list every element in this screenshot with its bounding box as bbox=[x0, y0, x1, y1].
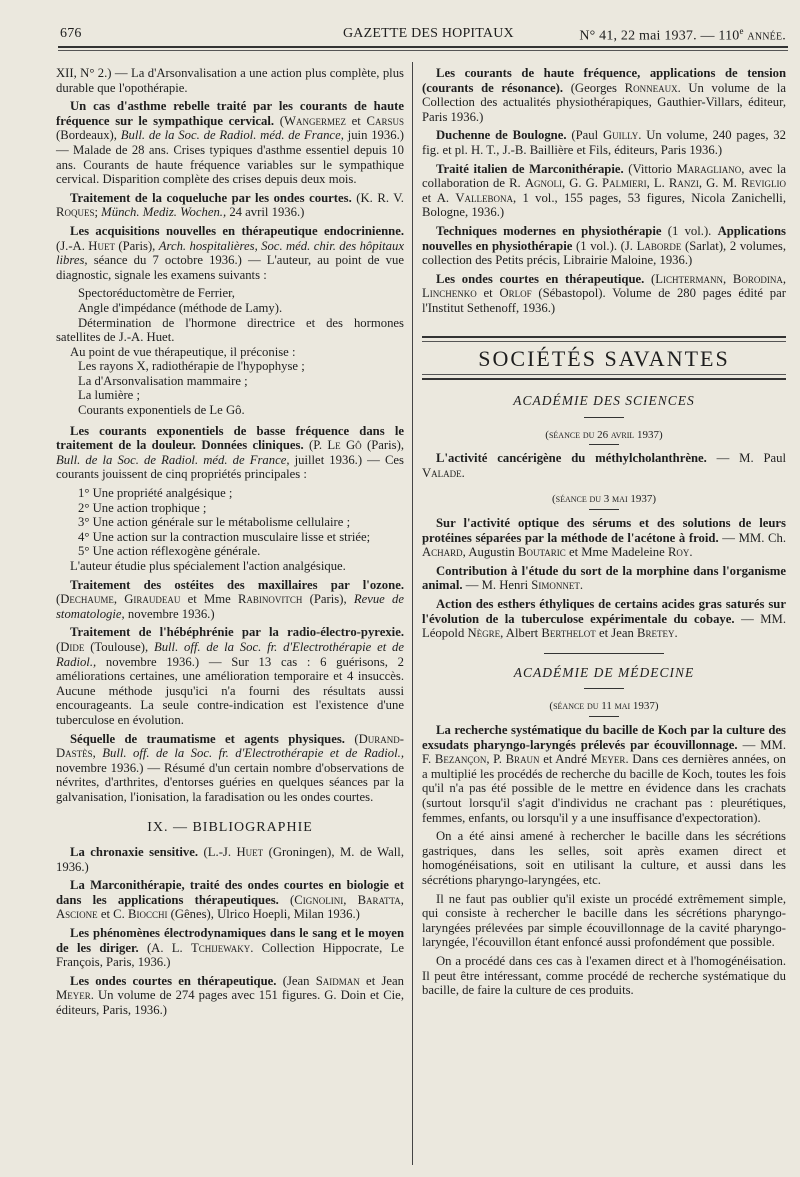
societes-savantes-banner bbox=[422, 336, 786, 381]
column-divider bbox=[412, 62, 413, 1165]
section-heading-bibliographie: IX. — BIBLIOGRAPHIE bbox=[147, 819, 313, 835]
paragraph: Au point de vue thérapeutique, il préconise : bbox=[70, 344, 296, 359]
abstract-traumatisme: Séquelle de traumatisme et agents physiques. (Durand-Dastès, Bull. off. de la Soc. fr. d'Electrothérapie et de Radiol., novembre 1936.) — Résumé d'un certain nombre d'observations de névrites, d'arthrites, d'entorses guéries en quelques séances par la galvanisation, l'ionisation, la faradisation ou les ondes courtes. bbox=[56, 731, 404, 804]
academie-sciences-heading: ACADÉMIE DES SCIENCES bbox=[513, 393, 695, 409]
biblio-entry: Les courants de haute fréquence, applications de tension (courants de résonance). (Georges Ronneaux. Un volume de la Collection des actualités physiothérapiques, Gauthier-Villars, éditeur, Paris 1936.) bbox=[422, 66, 786, 124]
list-item: Angle d'impédance (méthode de Lamy). bbox=[78, 300, 283, 315]
communication: L'activité cancérigène du méthylcholanthrène. — M. Paul Valade. bbox=[422, 451, 787, 480]
communication: Contribution à l'étude du sort de la morphine dans l'organisme animal. — M. Henri Simonnet. bbox=[422, 563, 786, 593]
biblio-entry: Duchenne de Boulogne. (Paul Guilly. Un volume, 240 pages, 32 fig. et pl. H. T., J.-B. Baillière et Fils, éditeurs, Paris 1936.) bbox=[422, 128, 786, 157]
list-item: Courants exponentiels de Le Gô. bbox=[78, 403, 245, 418]
journal-title: GAZETTE DES HOPITAUX bbox=[343, 26, 514, 41]
list-item: 2° Une action trophique ; bbox=[78, 500, 207, 515]
list-item: Détermination de l'hormone directrice et des hormones satellites de J.-A. Huet. bbox=[56, 315, 404, 345]
academie-medecine-heading: ACADÉMIE DE MÉDECINE bbox=[513, 664, 695, 680]
list-item: La d'Arsonvalisation mammaire ; bbox=[78, 373, 248, 388]
abstract-asthme: Un cas d'asthme rebelle traité par les courants de haute fréquence sur le sympathique cervical. (Wangermez et Carsus (Bordeaux), Bull. de la Soc. de Radiol. méd. de France, juin 1936.) — Malade de 28 ans. Crises typiques d'asthme essentiel depuis 10 ans. Courants de haute fréquence variables sur le sympathique cervical. Disparition complète des crises depuis deux mois. bbox=[56, 99, 404, 187]
biblio-entry: Techniques modernes en physiothérapie (1 vol.). Applications nouvelles en physiothérapie (1 vol.). (J. Laborde (Sarlat), 2 volumes, collection des Petits précis, Librairie Maloine, 1936.) bbox=[422, 223, 787, 268]
list-item: 4° Une action sur la contraction musculaire lisse et striée; bbox=[78, 529, 371, 544]
list-item: 5° Une action réflexogène générale. bbox=[78, 544, 261, 559]
seance-date: (séance du 26 avril 1937) bbox=[545, 428, 663, 441]
biblio-entry: La chronaxie sensitive. (L.-J. Huet (Groningen), M. de Wall, 1936.) bbox=[56, 845, 404, 874]
list-item: Les rayons X, radiothérapie de l'hypophyse ; bbox=[78, 359, 305, 374]
societes-savantes-title: SOCIÉTÉS SAVANTES bbox=[422, 341, 786, 376]
divider bbox=[584, 417, 624, 418]
header-rule bbox=[58, 46, 788, 48]
seance-date: (séance du 3 mai 1937) bbox=[551, 493, 657, 506]
biblio-entry: Traité italien de Marconithérapie. (Vittorio Maragliano, avec la collaboration de R. Agnoli, G. G. Palmieri, L. Ranzi, G. M. Reviglio et A. Vallebona, 1 vol., 155 pages, 53 figures, Nicola Zanichelli, Bologne, 1936.) bbox=[422, 161, 786, 220]
page-number: 676 bbox=[60, 26, 82, 41]
biblio-entry: Les phénomènes électrodynamiques dans le sang et le moyen de les diriger. (A. L. Tchijewaky. Collection Hippocrate, Le François, Paris, 1936.) bbox=[56, 926, 404, 970]
communication: Action des esthers éthyliques de certains acides gras saturés sur l'évolution de la tuberculose expérimentale du cobaye. — MM. Léopold Nègre, Albert Berthelot et Jean Bretey. bbox=[422, 597, 786, 641]
paragraph: Il ne faut pas oublier qu'il existe un procédé extrêmement simple, qui consiste à rechercher le bacille dans les sécrétions pharyngo-laryngées prélevées par simple écouvillonnage de la cavité pharyngo-laryngée, l'écouvillon étant enfoncé aussi profondément que possible. bbox=[422, 891, 786, 950]
communication: Sur l'activité optique des sérums et des solutions de leurs protéines séparées par la méthode de l'acétone à froid. — MM. Ch. Achard, Augustin Boutaric et Mme Madeleine Roy. bbox=[422, 516, 786, 560]
divider bbox=[589, 444, 619, 445]
list-item: La lumière ; bbox=[78, 388, 141, 403]
abstract-coqueluche: Traitement de la coqueluche par les ondes courtes. (K. R. V. Roques; Münch. Mediz. Wochen., 24 avril 1936.) bbox=[56, 190, 404, 220]
divider bbox=[589, 716, 619, 717]
right-column bbox=[422, 66, 786, 1002]
list-item: 1° Une propriété analgésique ; bbox=[78, 486, 233, 501]
abstract-exponentiels: Les courants exponentiels de basse fréquence dans le traitement de la douleur. Données cliniques. (P. Le Gô (Paris), Bull. de la Soc. de Radiol. méd. de France, juillet 1936.) — Ces courants jouissent de cinq propriétés principales : bbox=[56, 423, 405, 482]
seance-date: (séance du 11 mai 1937) bbox=[549, 700, 659, 713]
abstract-endocrinienne: Les acquisitions nouvelles en thérapeutique endocrinienne. (J.-A. Huet (Paris), Arch. hospitalières, Soc. méd. chir. des hôpitaux libres, séance du 7 octobre 1936.) — L'auteur, au point de vue diagnostic, signale les examens suivants : bbox=[56, 223, 404, 282]
divider bbox=[544, 653, 664, 654]
biblio-entry: Les ondes courtes en thérapeutique. (Jean Saidman et Jean Meyer. Un volume de 274 pages avec 151 figures. G. Doin et Cie, éditeurs, Paris, 1936.) bbox=[56, 973, 405, 1018]
page-header bbox=[60, 22, 786, 48]
issue-info: N° 41, 22 mai 1937. — 110e année. bbox=[579, 26, 786, 44]
communication: La recherche systématique du bacille de Koch par la culture des exsudats pharyngo-laryngés prélevés par écouvillonnage. — MM. F. Bezançon, P. Braun et André Meyer. Dans ces dernières années, on a multiplié les procédés de recherche du bacille de Koch, toutes les fois qu'il n'a pas été possible de le mettre en évidence dans les crachats (surtout lorsqu'il s'agit d'individus ne crachant pas : pleurétiques, femmes, enfants, ou lorsqu'il y a une insuffisance d'expectoration). bbox=[422, 723, 787, 825]
biblio-entry: La Marconithérapie, traité des ondes courtes en biologie et dans les applications thérapeutiques. (Cignolini, Baratta, Ascione et C. Biocchi (Gênes), Ulrico Hoepli, Milan 1936.) bbox=[56, 878, 404, 922]
left-column bbox=[56, 66, 404, 1022]
paragraph: On a procédé dans ces cas à l'examen direct et à l'homogénéisation. Il peut être intéressant, comme procédé de recherche systématique du bacille, de faire la culture de ces produits. bbox=[422, 953, 786, 998]
header-rule-thin bbox=[58, 50, 788, 51]
abstract-hebephrenie: Traitement de l'hébéphrénie par la radio-électro-pyrexie. (Dide (Toulouse), Bull. off. de la Soc. fr. d'Electrothérapie et de Radiol., novembre 1936.) — Sur 13 cas : 6 guérisons, 2 améliorations certaines, une amélioration temporaire et 4 insuccès. Aucune méthode jusqu'ici n'a fourni des résultats aussi encourageants. La seule contre-indication est l'existence d'une tuberculose en évolution. bbox=[56, 625, 404, 727]
paragraph: XII, N° 2.) — La d'Arsonvalisation a une action plus complète, plus durable que l'opothérapie. bbox=[56, 66, 404, 95]
paragraph: L'auteur étudie plus spécialement l'action analgésique. bbox=[70, 559, 346, 573]
list-item: 3° Une action générale sur le métabolisme cellulaire ; bbox=[78, 515, 351, 530]
biblio-entry: Les ondes courtes en thérapeutique. (Lichtermann, Borodina, Linchenko et Orlof (Sébastopol). Volume de 280 pages édité par l'Institut Sethenoff, 1936.) bbox=[422, 271, 787, 315]
abstract-ozone: Traitement des ostéites des maxillaires par l'ozone. (Dechaume, Giraudeau et Mme Rabinovitch (Paris), Revue de stomatologie, novembre 1936.) bbox=[56, 577, 404, 621]
paragraph: On a été ainsi amené à rechercher le bacille dans les sécrétions gastriques, dans les selles, soit après examen direct et homogénéisations, soit en utilisant la culture, et aussi dans les sécrétions pharyngo-laryngées, etc. bbox=[422, 829, 786, 887]
list-item: Spectoréductomètre de Ferrier, bbox=[78, 286, 235, 301]
divider bbox=[589, 509, 619, 510]
divider bbox=[584, 688, 624, 689]
